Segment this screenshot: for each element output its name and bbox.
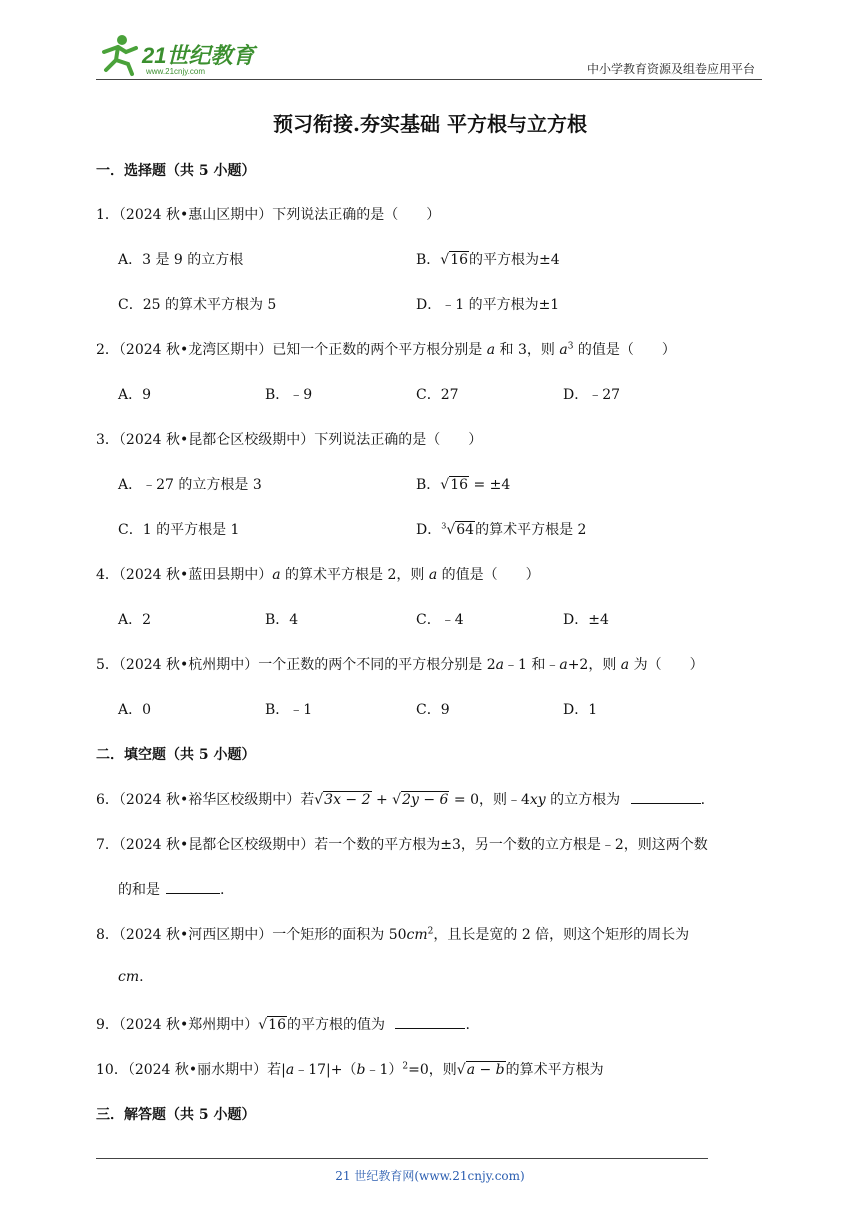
section-heading-answer: 三．解答题（共 5 小题）: [96, 1107, 256, 1123]
sqrt-symbol: √16: [440, 252, 469, 268]
platform-name: 中小学教育资源及组卷应用平台: [586, 62, 755, 76]
q5-option-b: B．﹣1: [265, 702, 313, 718]
q4-option-d: D．±4: [563, 612, 609, 628]
q3-option-b: B．√16 = ±4: [416, 477, 511, 493]
question-9: 9．（2024 秋•郑州期中）√16的平方根的值为 .: [96, 1014, 470, 1034]
q1-option-d: D．﹣1 的平方根为±1: [416, 297, 560, 313]
q1-option-a: A．3 是 9 的立方根: [118, 252, 244, 268]
page-title: 预习衔接.夯实基础 平方根与立方根: [273, 112, 587, 136]
header-divider: [96, 79, 762, 80]
question-8-line1: 8．（2024 秋•河西区期中）一个矩形的面积为 $50cm^2$，且长是宽的 2 倍，则这个矩形的周长为: [96, 926, 690, 943]
question-1-stem: 1．（2024 秋•惠山区期中）下列说法正确的是（ ）: [96, 207, 441, 223]
q3-option-d: D．$^3$√64的算术平方根是 2: [416, 521, 587, 538]
question-7-line2: 的和是 .: [118, 879, 224, 899]
question-7-line1: 7．（2024 秋•昆都仑区校级期中）若一个数的平方根为±3，另一个数的立方根是﹣2，则这两个数: [96, 837, 708, 853]
answer-blank[interactable]: [631, 789, 701, 804]
section-heading-choice: 一．选择题（共 5 小题）: [96, 163, 256, 179]
q2-option-d: D．﹣27: [563, 387, 621, 403]
q4-option-b: B．4: [265, 612, 299, 628]
question-6: 6．（2024 秋•裕华区校级期中）若√3x − 2 + √2y − 6 = 0，则﹣4xy 的立方根为 .: [96, 789, 705, 809]
q3-option-c: C．1 的平方根是 1: [118, 522, 240, 538]
q5-option-c: C．9: [416, 702, 450, 718]
q1-option-c: C．25 的算术平方根为 5: [118, 297, 277, 313]
question-10: 10．（2024 秋•丽水期中）若|a﹣17|+（b﹣1）$^2$=0，则√a − b的算术平方根为: [96, 1061, 604, 1078]
logo-url: www.21cnjy.com: [146, 67, 205, 76]
question-8-line2: cm.: [118, 969, 144, 985]
q2-option-c: C．27: [416, 387, 459, 403]
question-2-stem: 2．（2024 秋•龙湾区期中）已知一个正数的两个平方根分别是 a 和 3，则 $a^3$ 的值是（ ）: [96, 341, 676, 358]
footer-link[interactable]: 21 世纪教育网(www.21cnjy.com): [335, 1169, 525, 1183]
site-logo: [96, 30, 266, 80]
question-5-stem: 5．（2024 秋•杭州期中）一个正数的两个不同的平方根分别是 2a﹣1 和﹣a+2，则 a 为（ ）: [96, 657, 704, 673]
q1-option-b: B．√16的平方根为±4: [416, 252, 560, 268]
q4-option-c: C．﹣4: [416, 612, 464, 628]
question-3-stem: 3．（2024 秋•昆都仑区校级期中）下列说法正确的是（ ）: [96, 432, 483, 448]
q5-option-d: D．1: [563, 702, 598, 718]
answer-blank[interactable]: [166, 879, 220, 894]
q5-option-a: A．0: [118, 702, 152, 718]
answer-blank[interactable]: [395, 1014, 465, 1029]
q3-option-a: A．﹣27 的立方根是 3: [118, 477, 262, 493]
question-4-stem: 4．（2024 秋•蓝田县期中）a 的算术平方根是 2，则 a 的值是（ ）: [96, 567, 540, 583]
q4-option-a: A．2: [118, 612, 152, 628]
section-heading-fill: 二．填空题（共 5 小题）: [96, 747, 256, 763]
footer-divider: [96, 1158, 708, 1159]
logo-text: 21世纪教育: [142, 43, 255, 68]
q2-option-a: A．9: [118, 387, 152, 403]
runner-icon: [104, 35, 136, 74]
q2-option-b: B．﹣9: [265, 387, 313, 403]
